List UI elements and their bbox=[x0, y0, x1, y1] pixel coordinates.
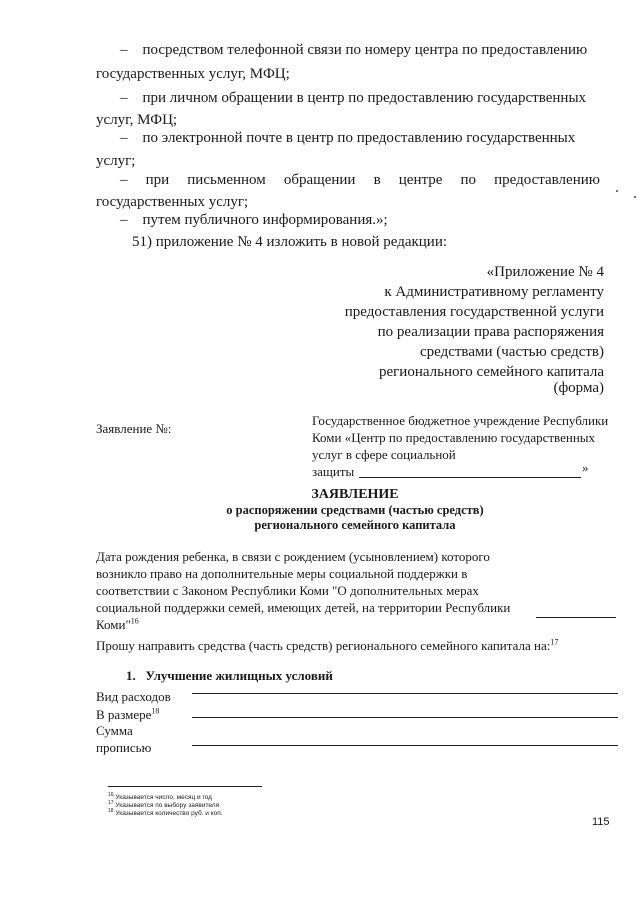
scan-speck bbox=[616, 190, 618, 192]
sum-line: Сумма bbox=[96, 723, 133, 738]
footnote-number: 17 bbox=[108, 799, 114, 806]
list-text-cont: услуг, МФЦ; bbox=[96, 112, 178, 128]
appendix-line: «Приложение № 4 bbox=[486, 264, 604, 280]
scan-speck bbox=[634, 196, 636, 198]
footnote-text: Указывается количество руб. и коп. bbox=[115, 810, 223, 817]
dob-line: Дата рождения ребенка, в связи с рождением (усыновлением) которого bbox=[96, 549, 490, 564]
footnote-number: 18 bbox=[108, 807, 114, 814]
amount-label bbox=[96, 706, 159, 723]
appendix-heading bbox=[345, 262, 604, 382]
addressee-last-line bbox=[312, 460, 608, 480]
form-label: (форма) bbox=[553, 380, 604, 396]
footnote-separator bbox=[108, 786, 262, 787]
list-item-phone bbox=[120, 40, 587, 60]
footnote-ref: 17 bbox=[550, 637, 559, 647]
dob-line: возникло право на дополнительные меры социальной поддержки в bbox=[96, 566, 468, 581]
footnote-text: Указывается по выбору заявителя bbox=[115, 802, 220, 809]
list-item-public bbox=[120, 210, 388, 230]
word: при bbox=[145, 172, 170, 188]
application-number-label: Заявление №: bbox=[96, 421, 172, 436]
amount-field[interactable] bbox=[192, 717, 618, 718]
addressee-blank[interactable] bbox=[359, 477, 581, 478]
list-dash: – bbox=[120, 90, 128, 106]
expense-type-label: Вид расходов bbox=[96, 689, 171, 704]
list-text: посредством телефонной связи по номеру центра по предоставлению bbox=[142, 42, 588, 58]
footnote bbox=[108, 791, 223, 802]
amount-text: В размере bbox=[96, 707, 152, 722]
section-title: Улучшение жилищных условий bbox=[145, 668, 333, 683]
list-text-cont: услуг; bbox=[96, 153, 136, 169]
request-line: Прошу направить средства (часть средств) регионального семейного капитала на: bbox=[96, 638, 551, 653]
appendix-line: по реализации права распоряжения bbox=[377, 324, 604, 340]
dob-line: Коми" bbox=[96, 617, 131, 632]
word: по bbox=[460, 172, 477, 188]
word: в bbox=[373, 172, 381, 188]
footnote-ref: 16 bbox=[130, 616, 139, 626]
appendix-line: регионального семейного капитала bbox=[378, 364, 604, 380]
list-item-email bbox=[120, 128, 575, 148]
footnote-text: Указывается число, месяц и год bbox=[115, 794, 212, 801]
list-text: при личном обращении в центр по предоставлению государственных bbox=[142, 90, 587, 106]
list-dash: – bbox=[120, 42, 128, 58]
list-item-visit bbox=[120, 88, 586, 108]
sum-words-label bbox=[96, 722, 151, 756]
page-number: 115 bbox=[592, 816, 610, 828]
list-dash: – bbox=[120, 130, 128, 146]
word: письменном bbox=[187, 172, 266, 188]
appendix-line: предоставления государственной услуги bbox=[344, 304, 604, 320]
list-text: путем публичного информирования.»; bbox=[142, 212, 388, 228]
item-51: 51) приложение № 4 изложить в новой редакции: bbox=[132, 234, 448, 250]
footnotes bbox=[108, 791, 223, 818]
request-text bbox=[96, 637, 558, 654]
addressee-line: Государственное бюджетное учреждение Республики bbox=[312, 413, 609, 428]
list-item-written bbox=[120, 170, 600, 190]
footnote-number: 16 bbox=[108, 791, 114, 798]
word: центре bbox=[398, 172, 443, 188]
addressee-close-quote: » bbox=[582, 460, 589, 475]
footnote bbox=[108, 799, 223, 810]
document-subtitle: о распоряжении средствами (частью средств) bbox=[226, 503, 484, 517]
dob-line: социальной поддержки семей, имеющих детей, на территории Республики bbox=[96, 600, 511, 615]
document-title: ЗАЯВЛЕНИЕ bbox=[311, 487, 399, 502]
addressee-line: услуг в сфере социальной bbox=[312, 447, 456, 462]
document-subtitle: регионального семейного капитала bbox=[254, 518, 456, 532]
appendix-line: средствами (частью средств) bbox=[419, 344, 604, 360]
dob-blank[interactable] bbox=[536, 617, 616, 618]
section-number: 1. bbox=[126, 668, 136, 683]
word: предоставлению bbox=[494, 172, 600, 188]
list-text: по электронной почте в центр по предоставлению государственных bbox=[142, 130, 576, 146]
appendix-line: к Административному регламенту bbox=[384, 284, 604, 300]
addressee-block bbox=[312, 412, 608, 480]
list-dash: – bbox=[120, 172, 128, 188]
sum-words-field[interactable] bbox=[192, 745, 618, 746]
expense-type-field[interactable] bbox=[192, 693, 618, 694]
list-dash: – bbox=[120, 212, 128, 228]
section-heading bbox=[126, 667, 333, 684]
dob-line: соответствии с Законом Республики Коми "О дополнительных мерах bbox=[96, 583, 479, 598]
footnote-ref: 18 bbox=[151, 706, 160, 716]
list-text-cont: государственных услуг, МФЦ; bbox=[96, 66, 290, 82]
word: обращении bbox=[283, 172, 356, 188]
dob-paragraph bbox=[96, 548, 510, 633]
sum-line: прописью bbox=[96, 740, 152, 755]
addressee-line: Коми «Центр по предоставлению государственных bbox=[312, 430, 596, 445]
addressee-line: защиты bbox=[312, 464, 355, 479]
footnote bbox=[108, 807, 223, 818]
list-text-cont: государственных услуг; bbox=[96, 194, 249, 210]
